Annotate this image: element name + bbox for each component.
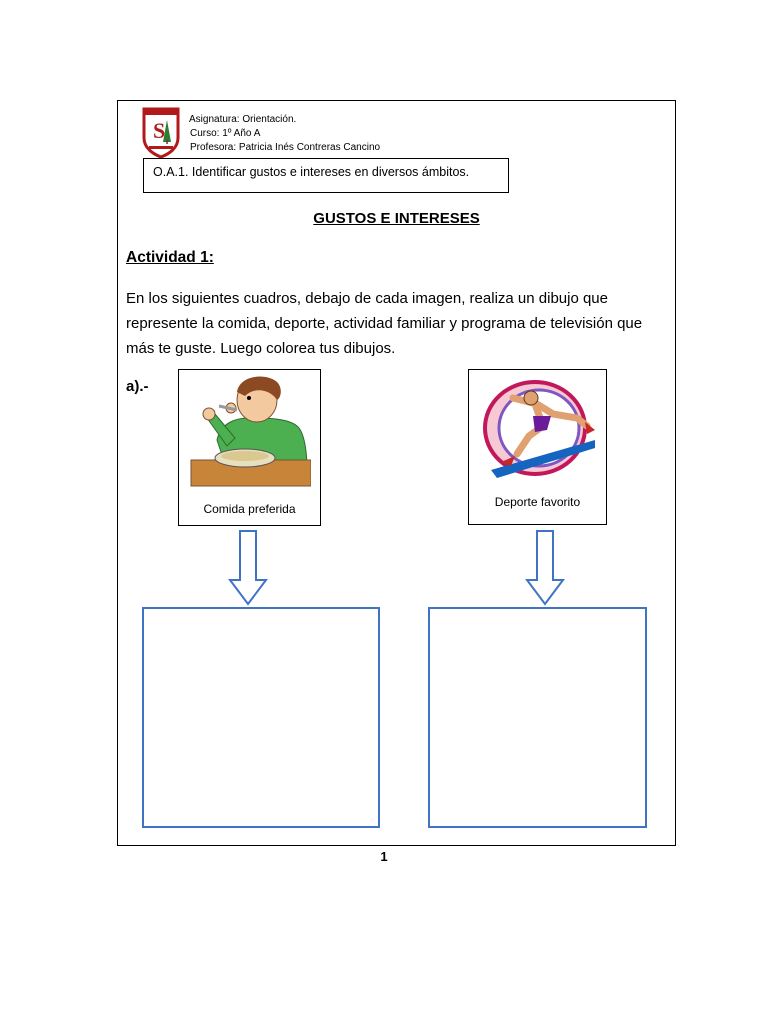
page-number: 1 [380, 849, 388, 864]
svg-text:S: S [153, 118, 166, 143]
activity-label: Actividad 1: [126, 249, 214, 266]
objective-text: O.A.1. Identificar gustos e intereses en diversos ámbitos. [153, 165, 470, 179]
item-label: a).- [126, 378, 149, 395]
sport-caption: Deporte favorito [494, 495, 581, 509]
food-caption: Comida preferida [203, 502, 296, 516]
athlete-jumping-icon [477, 374, 599, 484]
page-title: GUSTOS E INTERESES [313, 210, 480, 227]
subject-line: Asignatura: Orientación. [189, 114, 297, 125]
course-line: Curso: 1º Año A [190, 128, 261, 139]
sport-drawing-area[interactable] [428, 607, 647, 828]
school-crest-icon [141, 106, 181, 158]
down-arrow-icon [228, 530, 268, 606]
boy-eating-soup-icon [187, 374, 311, 490]
activity-instructions: En los siguientes cuadros, debajo de cada imagen, realiza un dibujo que represente la comida, deporte, actividad familiar y programa de televisión que más te guste. Luego colorea tus dibujos. [126, 290, 643, 357]
teacher-line: Profesora: Patricia Inés Contreras Cancino [190, 142, 381, 153]
down-arrow-icon [525, 530, 565, 606]
food-card [178, 369, 321, 526]
sport-card [468, 369, 607, 525]
food-drawing-area[interactable] [142, 607, 380, 828]
objective-box [143, 158, 509, 193]
